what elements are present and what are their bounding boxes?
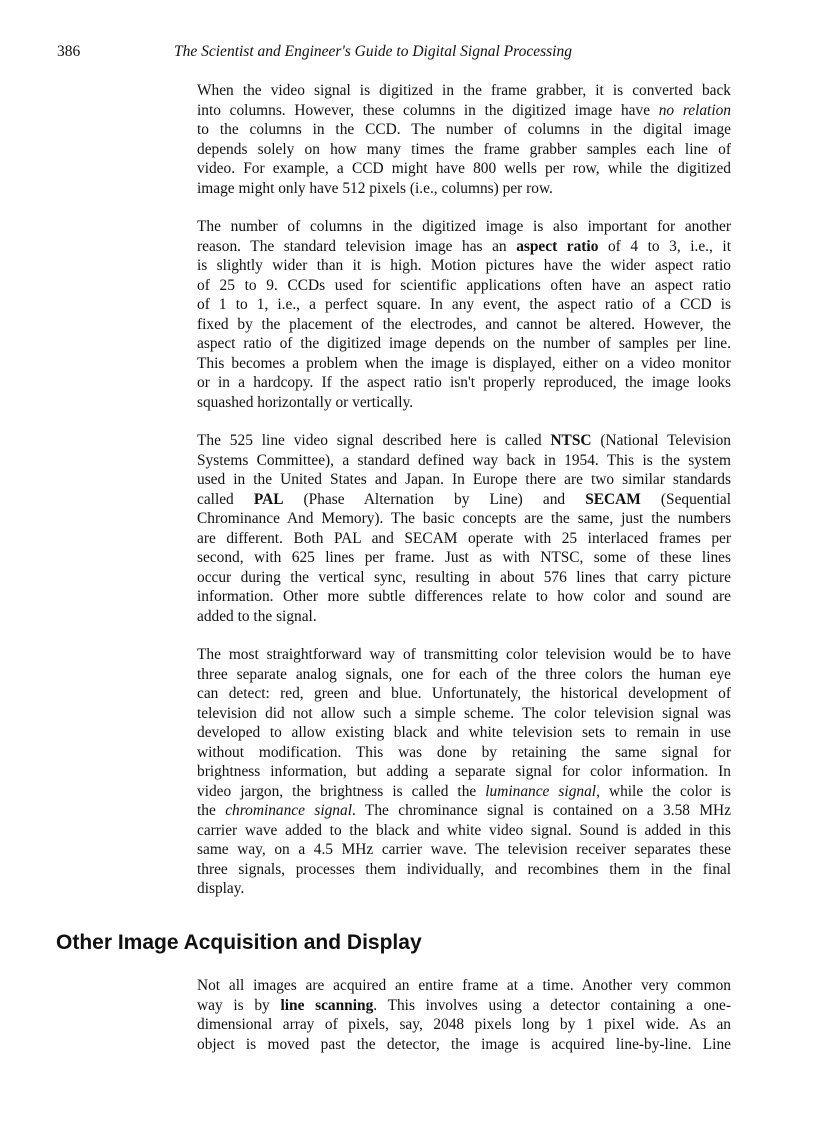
text-segment: The most straightforward way of transmitting color television would be to have [197,646,731,663]
text-segment: added to the signal. [197,607,317,625]
bold-term: NTSC [550,432,592,449]
text-line [197,587,731,607]
text-segment: three signals, processes them individually, and recombines them in the final [197,860,731,878]
text-line [197,217,731,237]
bold-term: line scanning [280,996,374,1014]
paragraph [197,976,731,1054]
text-segment: way is by [197,996,281,1014]
text-segment: dimensional array of pixels, say, 2048 pixels long by 1 pixel wide. As an [197,1016,731,1033]
section-heading: Other Image Acquisition and Display [56,931,422,954]
text-line [197,665,731,685]
text-segment: is slightly wider than it is high. Motion pictures have the wider aspect ratio [197,257,731,274]
text-line [197,237,731,257]
text-segment: of 4 to 3, i.e., it [598,237,731,255]
text-line [197,548,731,568]
text-segment: Systems Committee), a standard defined way back in 1954. This is the system [197,451,731,469]
text-segment: aspect ratio of the digitized image depends on the number of samples per line. [197,335,731,352]
text-segment: depends solely on how many times the frame grabber samples each line of [197,140,731,158]
text-segment: Not all images are acquired an entire frame at a time. Another very common [197,977,731,994]
text-line [197,996,731,1016]
text-segment: (National Television [591,432,731,449]
italic-term: chrominance signal [225,802,352,819]
text-segment: television did not allow such a simple scheme. The color television signal was [197,704,731,722]
text-line [197,470,731,490]
text-line [197,840,731,860]
text-segment: the [197,802,226,819]
text-segment: video. For example, a CCD might have 800 wells per row, while the digitized [197,160,731,177]
text-segment: squashed horizontally or vertically. [197,393,414,411]
italic-term: no relation [658,101,731,119]
text-segment: same way, on a 4.5 MHz carrier wave. The television receiver separates these [197,841,731,858]
text-segment: or in a hardcopy. If the aspect ratio isn't properly reproduced, the image looks [197,374,731,391]
text-segment: can detect: red, green and blue. Unfortunately, the historical development of [197,685,731,702]
text-segment: This becomes a problem when the image is displayed, either on a video monitor [197,354,731,372]
text-line [197,529,731,549]
text-segment: of 25 to 9. CCDs used for scientific applications often have an aspect ratio [197,276,731,294]
text-segment: carrier wave added to the black and white video signal. Sound is added in this [197,821,731,839]
text-line [197,256,731,276]
text-segment: (Sequential [640,490,731,508]
text-line [197,159,731,179]
text-line [197,393,731,413]
bold-term: aspect ratio [516,237,599,255]
text-segment: developed to allow existing black and white television sets to remain in use [197,724,731,741]
text-line [197,315,731,335]
text-line [197,879,731,899]
text-segment: (Phase Alternation by Line) and [283,490,586,508]
text-line [197,140,731,160]
page-number: 386 [57,43,81,60]
text-line [197,354,731,374]
bold-term: SECAM [585,490,641,508]
paragraph [197,81,731,198]
text-line [197,509,731,529]
text-line [197,334,731,354]
text-segment: display. [197,880,245,897]
text-segment: Chrominance And Memory). The basic concepts are the same, just the numbers [197,510,731,527]
text-line [197,645,731,665]
text-segment: The 525 line video signal described here is called [197,432,551,449]
text-segment: used in the United States and Japan. In Europe there are two similar standards [197,471,731,488]
text-segment: into columns. However, these columns in the digitized image have [197,101,659,119]
text-line [197,431,731,451]
text-line [197,101,731,121]
text-line [197,120,731,140]
text-segment: of 1 to 1, i.e., a perfect square. In any event, the aspect ratio of a CCD is [197,296,731,313]
text-line [197,295,731,315]
text-line [197,723,731,743]
text-segment: image might only have 512 pixels (i.e., columns) per row. [197,179,553,197]
text-line [197,607,731,627]
text-line [197,860,731,880]
text-line [197,1015,731,1035]
text-line [197,684,731,704]
text-segment: called [197,490,254,508]
text-segment: occur during the vertical sync, resulting in about 576 lines that carry picture [197,568,731,586]
text-segment: , while the color is [596,782,731,800]
text-line [197,762,731,782]
text-segment: are different. Both PAL and SECAM operate with 25 interlaced frames per [197,529,731,547]
text-segment: . This involves using a detector containing a one- [373,996,731,1014]
text-segment: video jargon, the brightness is called the [197,782,486,800]
text-line [197,821,731,841]
paragraph [197,217,731,412]
text-line [197,782,731,802]
text-line [197,801,731,821]
italic-term: luminance signal [485,782,597,800]
bold-term: PAL [253,490,284,508]
text-segment: When the video signal is digitized in the frame grabber, it is converted back [197,82,731,99]
text-segment: information. Other more subtle differences relate to how color and sound are [197,588,731,605]
paragraph [197,645,731,899]
text-line [197,451,731,471]
paragraph [197,431,731,626]
text-line [197,81,731,101]
text-line [197,1035,731,1055]
text-line [197,373,731,393]
text-segment: The number of columns in the digitized image is also important for another [197,218,731,235]
text-segment: second, with 625 lines per frame. Just as with NTSC, some of these lines [197,549,731,566]
text-line [197,743,731,763]
text-segment: three separate analog signals, one for each of the three colors the human eye [197,665,731,683]
text-line [197,568,731,588]
text-line [197,276,731,296]
text-segment: brightness information, but adding a separate signal for color information. In [197,763,731,780]
text-line [197,976,731,996]
text-line [197,704,731,724]
text-line [197,490,731,510]
text-segment: to the columns in the CCD. The number of columns in the digital image [197,121,731,138]
text-line [197,179,731,199]
text-segment: reason. The standard television image has an [197,237,517,255]
text-segment: object is moved past the detector, the image is acquired line-by-line. Line [197,1035,731,1053]
text-segment: . The chrominance signal is contained on a 3.58 MHz [351,802,731,819]
running-title: The Scientist and Engineer's Guide to Digital Signal Processing [174,43,572,60]
text-segment: without modification. This was done by retaining the same signal for [197,743,731,761]
text-segment: fixed by the placement of the electrodes, and cannot be altered. However, the [197,315,731,333]
